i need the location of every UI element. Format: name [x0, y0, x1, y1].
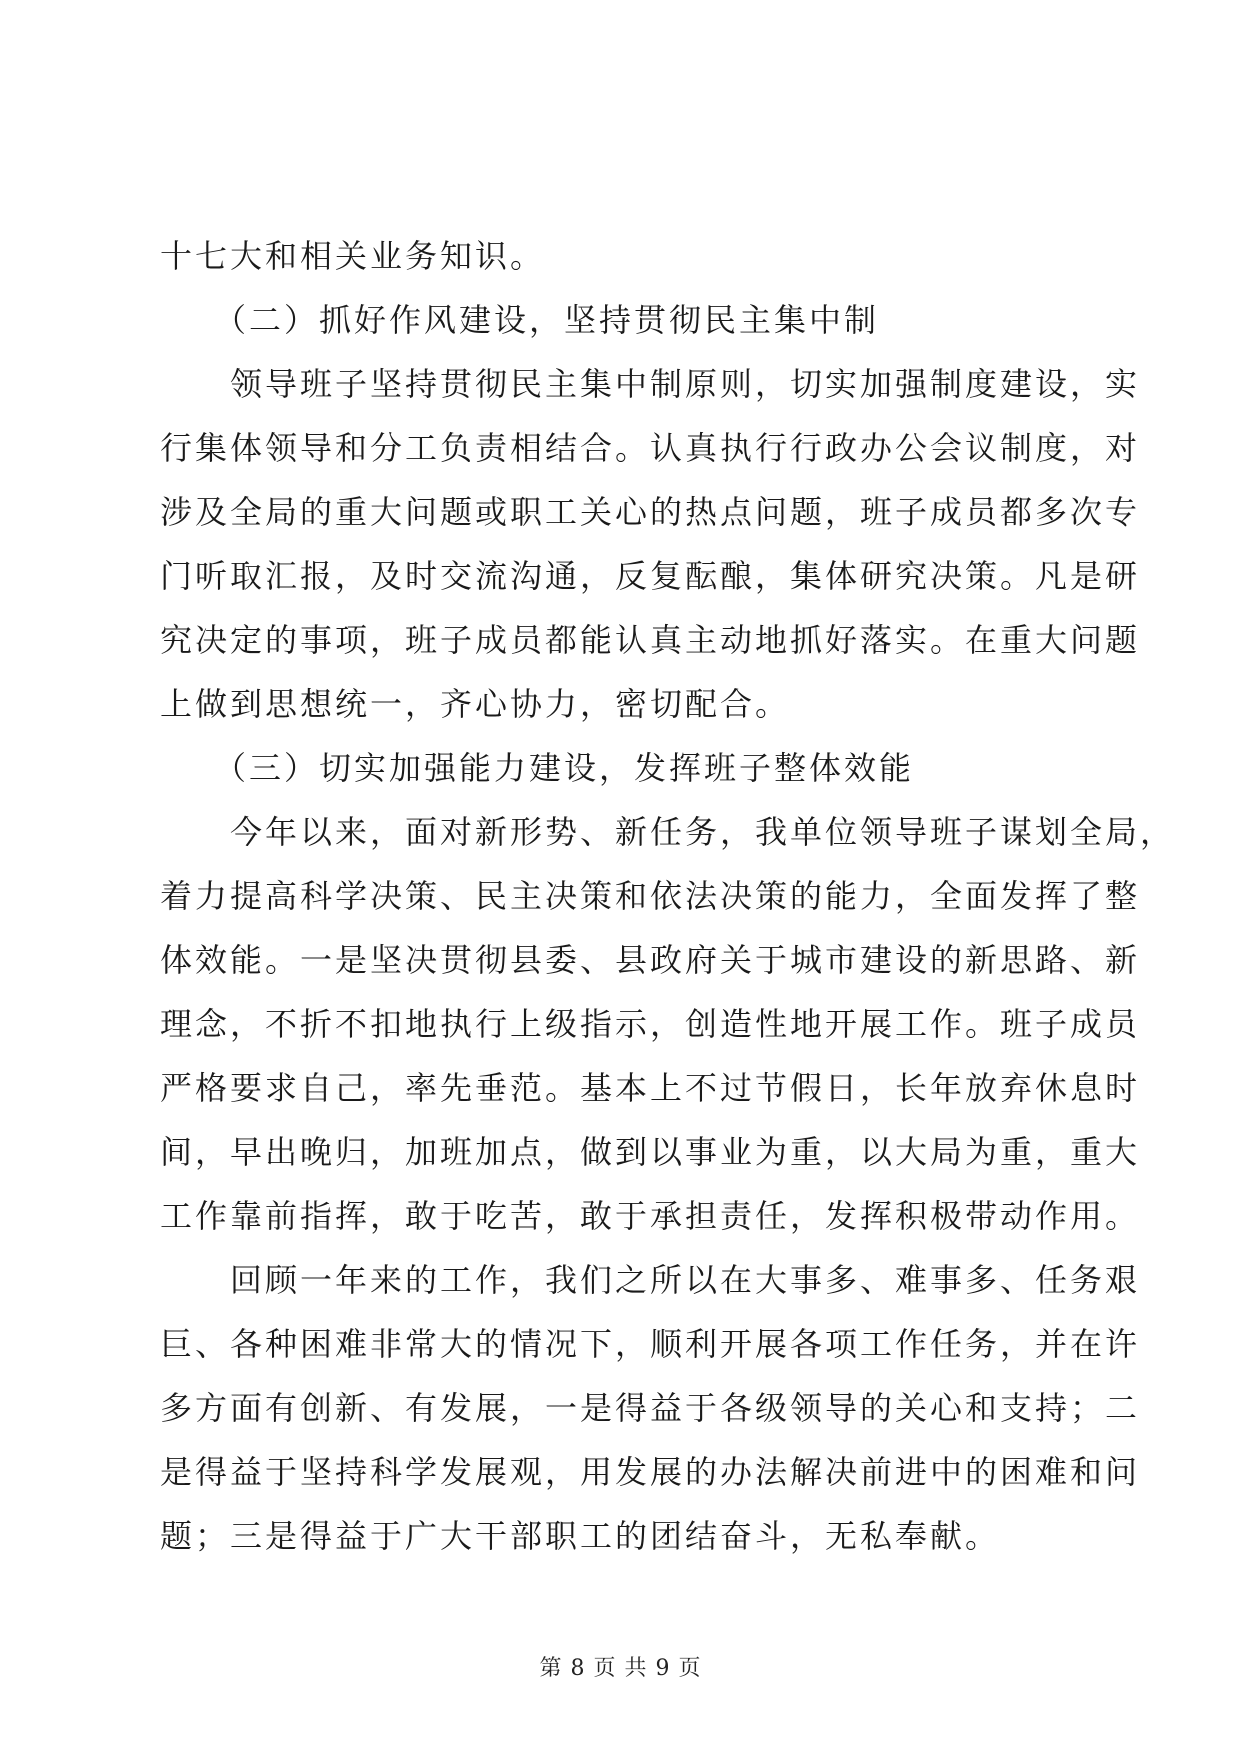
text-line: 理念，不折不扣地执行上级指示，创造性地开展工作。班子成员: [160, 1005, 1141, 1043]
text-line: 多方面有创新、有发展，一是得益于各级领导的关心和支持；二: [160, 1389, 1141, 1427]
text-line: 今年以来，面对新形势、新任务，我单位领导班子谋划全局，: [160, 813, 1176, 851]
section-heading-2: （二）抓好作风建设，坚持贯彻民主集中制: [160, 301, 880, 339]
text-line: 回顾一年来的工作，我们之所以在大事多、难事多、任务艰: [160, 1261, 1141, 1299]
text-line: 究决定的事项，班子成员都能认真主动地抓好落实。在重大问题: [160, 621, 1141, 659]
text-line: 涉及全局的重大问题或职工关心的热点问题，班子成员都多次专: [160, 493, 1141, 531]
text-line: 工作靠前指挥，敢于吃苦，敢于承担责任，发挥积极带动作用。: [160, 1197, 1141, 1235]
text-line: 着力提高科学决策、民主决策和依法决策的能力，全面发挥了整: [160, 877, 1141, 915]
text-line: 体效能。一是坚决贯彻县委、县政府关于城市建设的新思路、新: [160, 941, 1141, 979]
text-line: 间，早出晚归，加班加点，做到以事业为重，以大局为重，重大: [160, 1133, 1141, 1171]
page-number: 第 8 页 共 9 页: [539, 1656, 702, 1681]
text-line: 巨、各种困难非常大的情况下，顺利开展各项工作任务，并在许: [160, 1325, 1141, 1363]
text-line: 门听取汇报，及时交流沟通，反复酝酿，集体研究决策。凡是研: [160, 557, 1141, 595]
section-heading-3: （三）切实加强能力建设，发挥班子整体效能: [160, 749, 915, 787]
text-line: 十七大和相关业务知识。: [160, 237, 546, 275]
text-line: 题；三是得益于广大干部职工的团结奋斗，无私奉献。: [160, 1517, 1001, 1555]
text-line: 行集体领导和分工负责相结合。认真执行行政办公会议制度，对: [160, 429, 1141, 467]
body-text: [160, 224, 1176, 1568]
page-footer: [0, 1654, 1241, 1684]
text-line: 严格要求自己，率先垂范。基本上不过节假日，长年放弃休息时: [160, 1069, 1141, 1107]
text-line: 是得益于坚持科学发展观，用发展的办法解决前进中的困难和问: [160, 1453, 1141, 1491]
text-line: 领导班子坚持贯彻民主集中制原则，切实加强制度建设，实: [160, 365, 1141, 403]
text-line: 上做到思想统一，齐心协力，密切配合。: [160, 685, 791, 723]
